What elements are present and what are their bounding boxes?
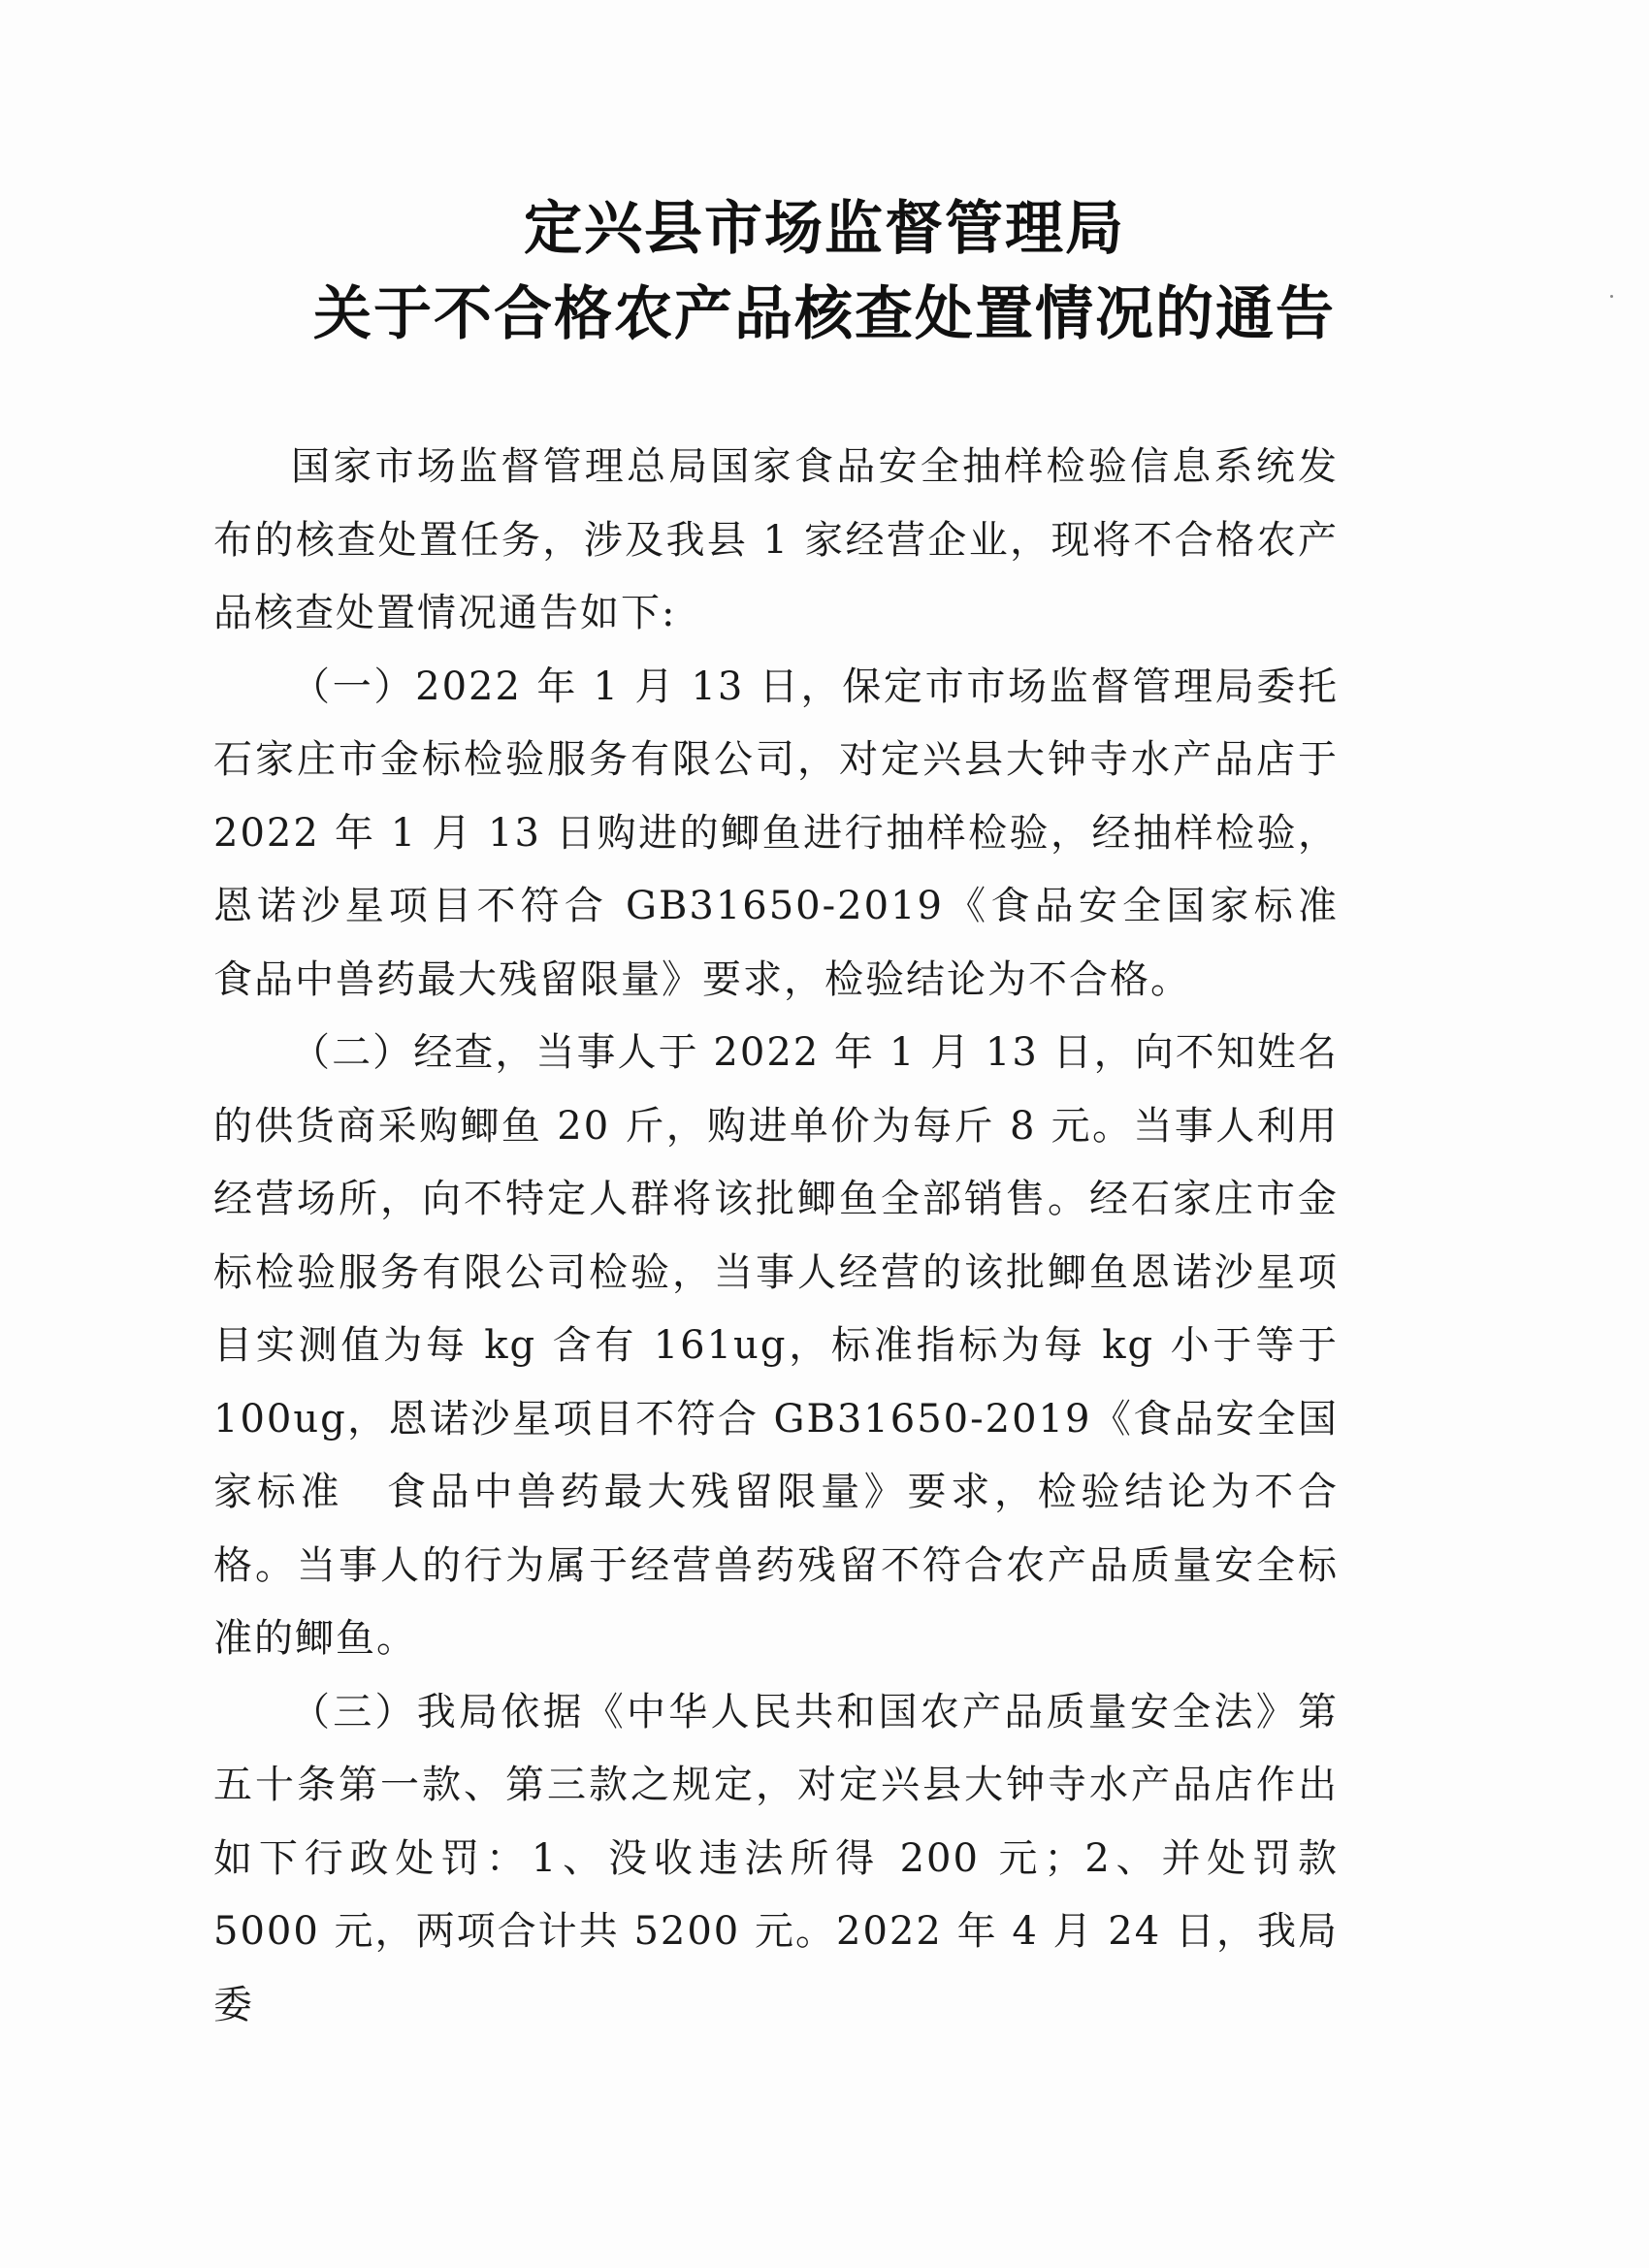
paragraph-section-3: （三）我局依据《中华人民共和国农产品质量安全法》第五十条第一款、第三款之规定，对定兴县大钟寺水产品店作出如下行政处罚：1、没收违法所得 200 元；2、并处罚款 5000 元，两项合计共 5200 元。2022 年 4 月 24 日，我局委 (213, 1689, 1339, 2027)
document-title (0, 186, 1649, 357)
scan-speck (1610, 295, 1613, 298)
paragraph-intro: 国家市场监督管理总局国家食品安全抽样检验信息系统发布的核查处置任务，涉及我县 1 家经营企业，现将不合格农产品核查处置情况通告如下: (213, 444, 1339, 635)
paragraph-section-1: （一）2022 年 1 月 13 日，保定市市场监督管理局委托石家庄市金标检验服务有限公司，对定兴县大钟寺水产品店于 2022 年 1 月 13 日购进的鲫鱼进行抽样检验，经抽样检验，恩诺沙星项目不符合 GB31650-2019《食品安全国家标准 食品中兽药最大残留限量》要求，检验结论为不合格。 (213, 664, 1379, 1002)
title-line-2: 关于不合格农产品核查处置情况的通告 (313, 280, 1336, 348)
paragraph-section-2: （二）经查，当事人于 2022 年 1 月 13 日，向不知姓名的供货商采购鲫鱼 20 斤，购进单价为每斤 8 元。当事人利用经营场所，向不特定人群将该批鲫鱼全部销售。经石家庄市金标检验服务有限公司检验，当事人经营的该批鲫鱼恩诺沙星项目实测值为每 kg 含有 161ug，标准指标为每 kg 小于等于 100ug，恩诺沙星项目不符合 GB31650-2019《食品安全国家标准 食品中兽药最大残留限量》要求，检验结论为不合格。当事人的行为属于经营兽药残留不符合农产品质量安全标准的鲫鱼。 (213, 1030, 1339, 1661)
title-line-1: 定兴县市场监督管理局 (524, 195, 1125, 263)
document-body (213, 431, 1379, 2042)
